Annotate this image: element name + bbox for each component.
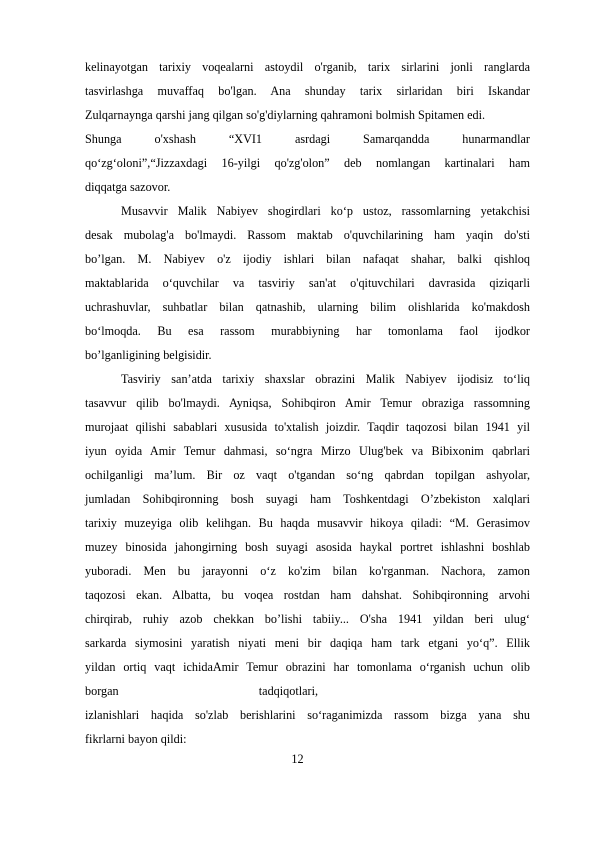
text-line: iyun oyida Amir Temur dahmasi, so‘ngra Mirzo Ulug'bek va Bibixonim qabrlari <box>85 444 530 458</box>
text-line: bo’lganligining belgisidir. <box>85 348 212 362</box>
paragraph-first-line: Tasviriy san’atda tarixiy shaxslar obrazini Malik Nabiyev ijodisiz to‘liq <box>121 372 530 386</box>
text-line: uchrashuvlar, suhbatlar bilan qatnashib, ularning bilim olishlarida ko'makdosh <box>85 300 530 314</box>
text-line: tasvirlashga muvaffaq bo'lgan. Ana shunday tarix sirlaridan biri Iskandar <box>85 84 530 98</box>
text-line: bo’lgan. M. Nabiyev o'z ijodiy ishlari bilan nafaqat shahar, balki qishloq <box>85 252 530 266</box>
text-line: sarkarda siymosini yaratish niyati meni bir daqiqa ham tark etgani yo‘q”. Ellik <box>85 636 530 650</box>
text-line: taqozosi ekan. Albatta, bu voqea rostdan ham dahshat. Sohibqironning arvohi <box>85 588 530 602</box>
paragraph-first-line: Musavvir Malik Nabiyev shogirdlari ko‘p ustoz, rassomlarning yetakchisi <box>121 204 530 218</box>
text-line: desak mubolag'a bo'lmaydi. Rassom maktab o'quvchilarining ham yaqin do'sti <box>85 228 530 242</box>
text-line: jumladan Sohibqironning bosh suyagi ham Toshkentdagi O’zbekiston xalqlari <box>85 492 530 506</box>
text-line: maktablarida o‘quvchilar va tasviriy san'at o'qituvchilari davrasida qiziqarli <box>85 276 530 290</box>
text-line: borgan tadqiqotlari, <box>85 684 319 698</box>
text-line: chirqirab, ruhiy azob chekkan bo’lishi tabiiy... O'sha 1941 yildan beri ulug‘ <box>85 612 530 626</box>
text-line: diqqatga sazovor. <box>85 180 171 194</box>
text-line: Zulqarnaynga qarshi jang qilgan so'g'diylarning qahramoni bolmish Spitamen edi. <box>85 108 486 122</box>
text-line: Shunga o'xshash “XVI1 asrdagi Samarqandda hunarmandlar <box>85 132 530 146</box>
text-line: muzey binosida jahongirning bosh suyagi asosida haykal portret ishlashni boshlab <box>85 540 530 554</box>
text-line: tasavvur qilib bo'lmaydi. Ayniqsa, Sohibqiron Amir Temur obraziga rassomning <box>85 396 530 410</box>
text-line: ochilganligi ma’lum. Bir oz vaqt o'tgandan so‘ng qabrdan topilgan ashyolar, <box>85 468 530 482</box>
text-line: bo‘lmoqda. Bu esa rassom murabbiyning har tomonlama faol ijodkor <box>85 324 530 338</box>
text-line: kelinayotgan tarixiy voqealarni astoydil o'rganib, tarix sirlarini jonli ranglarda <box>85 60 530 74</box>
text-line: yildan ortiq vaqt ichidaAmir Temur obrazini har tomonlama o‘rganish uchun olib <box>85 660 530 674</box>
text-line: qo‘zg‘oloni”,“Jizzaxdagi 16-yilgi qo'zg'olon” deb nomlangan kartinalari ham <box>85 156 530 170</box>
text-line: izlanishlari haqida so'zlab berishlarini so‘raganimizda rassom bizga yana shu <box>85 708 530 722</box>
text-line: murojaat qilishi sabablari xususida to'xtalish joizdir. Taqdir taqozosi bilan 1941 yil <box>85 420 530 434</box>
page-number: 12 <box>291 752 304 766</box>
text-line: fikrlarni bayon qildi: <box>85 732 187 746</box>
text-line: yuboradi. Men bu jarayonni o‘z ko'zim bilan ko'rganman. Nachora, zamon <box>85 564 530 578</box>
text-line: tarixiy muzeyiga olib kelihgan. Bu haqda musavvir hikoya qiladi: “M. Gerasimov <box>85 516 530 530</box>
